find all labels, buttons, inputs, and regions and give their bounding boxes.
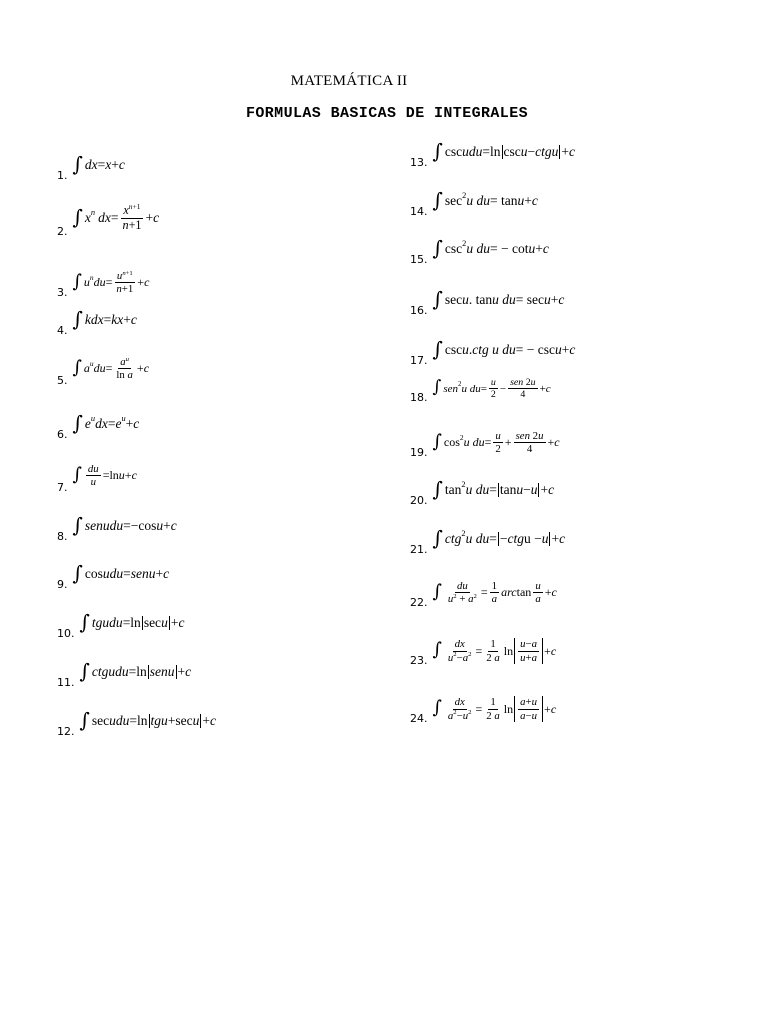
formula-number: 10. <box>57 627 75 640</box>
page-title: FORMULAS BASICAS DE INTEGRALES <box>245 105 529 122</box>
formula-expression: ∫ u $^n$ du = $\frac{u^{n+1}}{n+1}$ + c <box>72 269 150 296</box>
formula-11 <box>57 659 192 690</box>
formula-14 <box>410 188 538 219</box>
formula-number: 21. <box>410 543 428 556</box>
formula-expression: ∫ kdx = kx + c <box>72 307 137 331</box>
formula-expression: ∫ a $^u$ du = $\frac{a^u}{\text{ln a}}$ + c <box>72 355 150 382</box>
formula-10 <box>57 610 185 641</box>
formula-number: 4. <box>57 324 68 337</box>
formula-expression: ∫ tan $^2$ u du = tan u − u + c <box>432 477 555 501</box>
formula-expression: ∫ senudu =−cos u + c <box>72 513 177 537</box>
formula-7 <box>57 463 137 495</box>
formula-17 <box>410 337 576 368</box>
formula-15 <box>410 236 549 267</box>
formula-expression: ∫ $\frac{du}{u^2 + a^2}$ = $\frac{1}{a}$ arc tan $\frac{u}{a}$ + c <box>432 580 557 606</box>
formula-expression: ∫ cos udu = senu + c <box>72 561 170 585</box>
formula-expression: ∫ csc u . ctg u du = − csc u + c <box>432 337 576 361</box>
formula-expression: ∫ csc $^2$ u du = − cot u + c <box>432 236 549 260</box>
formula-number: 11. <box>57 676 75 689</box>
formula-13 <box>410 139 576 170</box>
formula-23 <box>410 638 557 668</box>
formula-expression: ∫ cos $^2$ u du = $\frac{u}{2}$ + $\frac{\text{sen 2u}}{4}$ + c <box>432 430 560 456</box>
formula-number: 13. <box>410 156 428 169</box>
formula-number: 16. <box>410 304 428 317</box>
formula-24 <box>410 696 557 726</box>
formula-number: 22. <box>410 595 428 609</box>
formula-number: 5. <box>57 373 68 387</box>
formula-expression: ∫ sec $^2$ u du = tan u + c <box>432 188 538 212</box>
formula-20 <box>410 477 555 508</box>
formula-expression: ∫ $\frac{du}{u}$ =ln u + c <box>72 463 137 489</box>
formula-expression: ∫ $\frac{dx}{u^2-a^2}$ = $\frac{1}{2 a}$ ln $\frac{u-a}{u+a}$ + c <box>432 638 557 664</box>
formula-expression: ∫ x $^n$ dx = $\frac{x^{n+1}}{n+1}$ + c <box>72 202 160 232</box>
formula-22 <box>410 580 557 610</box>
formula-12 <box>57 708 217 739</box>
formula-number: 12. <box>57 725 75 738</box>
formula-2 <box>57 202 160 239</box>
formula-9 <box>57 561 170 592</box>
formula-number: 24. <box>410 712 428 725</box>
subject-heading: MATEMÁTICA II <box>290 73 408 89</box>
formula-number: 3. <box>57 285 68 299</box>
formula-expression: ∫ tgudu =ln sec u + c <box>79 610 185 634</box>
formula-3 <box>57 269 150 300</box>
formula-number: 7. <box>57 480 68 494</box>
formula-expression: ∫ $\frac{dx}{a^2-u^2}$ = $\frac{1}{2 a}$ ln $\frac{a+u}{a-u}$ + c <box>432 696 557 722</box>
formula-number: 1. <box>57 169 68 182</box>
formula-expression: ∫ e $^u$ dx = e $^u$ + c <box>72 411 140 435</box>
formula-expression: ∫ dx = x + c <box>72 152 125 176</box>
formula-number: 20. <box>410 494 428 507</box>
formula-16 <box>410 287 565 318</box>
formula-expression: ∫ sec udu =ln tgu +sec u + c <box>79 708 217 732</box>
formula-number: 19. <box>410 445 428 459</box>
formula-number: 6. <box>57 428 68 441</box>
formula-expression: ∫ csc udu =ln csc u − ctgu + c <box>432 139 576 163</box>
formula-5 <box>57 355 150 388</box>
formula-number: 18. <box>410 390 428 404</box>
formula-6 <box>57 411 140 442</box>
formula-4 <box>57 307 137 338</box>
formula-8 <box>57 513 177 544</box>
formula-expression: ∫ sec u . tan u du = sec u + c <box>432 287 565 311</box>
formula-1 <box>57 152 125 183</box>
formula-number: 17. <box>410 354 428 367</box>
formula-19 <box>410 430 560 460</box>
formula-number: 8. <box>57 530 68 543</box>
formula-number: 2. <box>57 224 68 238</box>
formula-21 <box>410 526 566 557</box>
formula-number: 9. <box>57 578 68 591</box>
formula-number: 15. <box>410 253 428 266</box>
formula-expression: ∫ ctgudu =ln senu + c <box>79 659 192 683</box>
formula-number: 14. <box>410 205 428 218</box>
formula-18 <box>410 377 551 405</box>
formula-expression: ∫ sen $^2$ u du = $\frac{u}{2}$ − $\frac{\text{sen 2u}}{4}$ + c <box>432 377 551 401</box>
formula-number: 23. <box>410 654 428 667</box>
formula-expression: ∫ ctg $^2$ u du = − ctg u − u + c <box>432 526 566 550</box>
